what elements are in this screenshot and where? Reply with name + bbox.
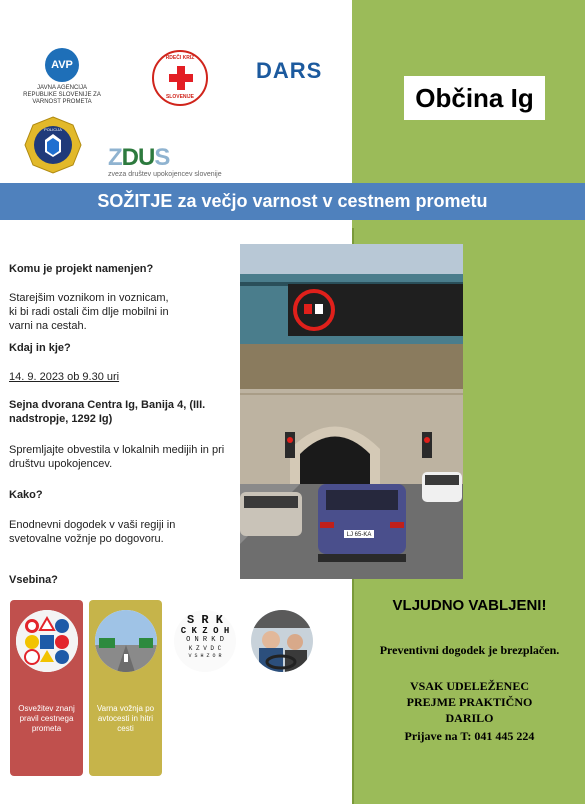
avp-mark: AVP — [45, 48, 79, 82]
eye-chart-icon — [174, 610, 236, 672]
question-target: Komu je projekt namenjen? — [9, 263, 154, 275]
zdus-logo — [108, 146, 258, 180]
registration-phone: Prijave na T: 041 445 224 — [404, 729, 535, 743]
driving-photo-icon — [251, 610, 313, 672]
zdus-mark-mid: DU — [121, 144, 155, 171]
card-highway — [89, 600, 162, 776]
event-venue: Sejna dvorana Centra Ig, Banija 4, (III. nadstropje, 1292 Ig) — [9, 399, 206, 425]
eye-chart-row: S R K — [186, 613, 223, 627]
answer-how: Enodnevni dogodek v vaši regiji in svetovalne vožnje po dogovoru. — [9, 519, 176, 545]
red-cross-bottom-text: SLOVENIJE — [165, 94, 195, 100]
zdus-text: zveza društev upokojencev slovenije — [108, 171, 222, 178]
policija-text: POLICIJA — [44, 127, 62, 132]
question-when-where: Kdaj in kje? — [9, 342, 71, 354]
gift-note: VSAK UDELEŽENEC PREJME PRAKTIČNO DARILO — [406, 679, 533, 725]
avp-text: JAVNA AGENCIJA REPUBLIKE SLOVENIJE ZA VARNOST PROMETA — [23, 85, 101, 105]
tunnel-photo — [240, 244, 463, 579]
card-caption: Možnost svetovalne vožnje z ocenjevalcem na vozniškem izpitu — [248, 688, 315, 727]
avp-logo — [22, 48, 102, 118]
invite-heading: VLJUDNO VABLJENI! — [392, 597, 547, 614]
card-caption: Osvežitev znanj pravil cestnega prometa — [18, 704, 75, 733]
card-traffic-rules — [10, 600, 83, 776]
card-driving — [245, 600, 318, 776]
answer-target: Starejšim voznikom in voznicam, ki bi radi ostali čim dlje mobilni in varni na cestah. — [9, 292, 169, 332]
red-cross-icon — [171, 66, 191, 90]
question-content: Vsebina? — [9, 574, 58, 586]
follow-notice: Spremljajte obvestila v lokalnih medijih in pri društvu upokojencev. — [9, 444, 225, 470]
banner-title: SOŽITJE za večjo varnost v cestnem prometu — [0, 183, 585, 220]
red-cross-top-text: RDEČI KRIŽ — [165, 55, 195, 61]
license-plate: LJ 65-KA — [346, 532, 372, 538]
red-cross-logo — [152, 50, 208, 106]
zdus-mark-left: Z — [108, 144, 122, 171]
eye-chart-row: O N R K D — [186, 636, 224, 644]
eye-chart-row: V S H Z O R — [188, 653, 222, 659]
dars-logo: DARS — [256, 58, 323, 83]
card-caption: Svetovanje o zdravstvenih kriterijih za vožnjo — [172, 698, 237, 727]
policija-logo — [24, 116, 82, 174]
eye-chart-row: C K Z O H — [180, 626, 230, 636]
card-caption: Varna vožnja po avtocesti in hitri cesti — [96, 704, 155, 733]
question-how: Kako? — [9, 489, 43, 501]
municipality-title: Občina Ig — [404, 76, 545, 120]
event-date: 14. 9. 2023 ob 9.30 uri — [9, 371, 120, 383]
zdus-mark-right: S — [154, 144, 170, 171]
free-event-note: Preventivni dogodek je brezplačen. — [379, 643, 560, 657]
card-health — [168, 600, 241, 776]
traffic-signs-icon — [16, 610, 78, 672]
eye-chart-row: K Z V D C — [188, 645, 222, 652]
highway-icon — [95, 610, 157, 672]
